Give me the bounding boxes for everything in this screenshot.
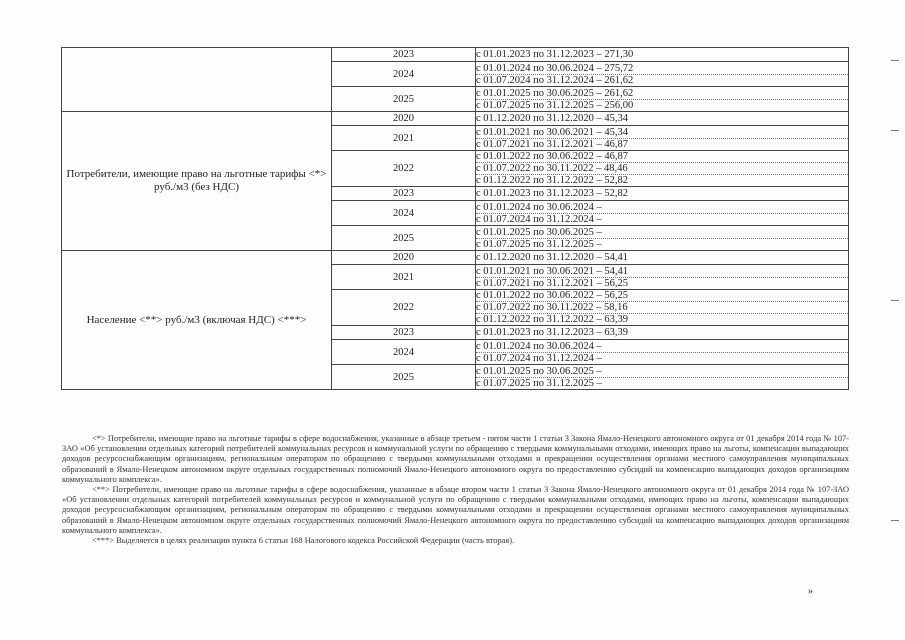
footnotes (62, 434, 849, 546)
tariff-period-cell (476, 126, 849, 151)
consumer-category-cell: Население <**> руб./м3 (включая НДС) <***> (62, 251, 332, 390)
scan-edge-mark (891, 520, 899, 521)
tariff-period-line: с 01.07.2024 по 31.12.2024 – (476, 352, 848, 364)
tariff-period-line: с 01.01.2023 по 31.12.2023 – 52,82 (476, 188, 629, 199)
tariff-period-cell (476, 201, 849, 226)
scan-edge-mark (891, 300, 899, 301)
year-cell: 2020 (332, 251, 476, 265)
tariff-period-line: с 01.12.2022 по 31.12.2022 – 63,39 (476, 313, 848, 325)
table-row (62, 112, 849, 126)
tariff-period-cell (476, 48, 849, 62)
tariff-period-line: с 01.01.2024 по 30.06.2024 – (476, 201, 602, 213)
tariff-period-cell (476, 187, 849, 201)
year-cell: 2025 (332, 226, 476, 251)
year-cell: 2025 (332, 87, 476, 112)
consumer-category-cell: Потребители, имеющие право на льготные тарифы <*> руб./м3 (без НДС) (62, 112, 332, 251)
tariff-period-line: с 01.07.2022 по 30.11.2022 – 58,16 (476, 301, 848, 313)
year-cell: 2020 (332, 112, 476, 126)
tariff-period-line: с 01.01.2025 по 30.06.2025 – (476, 365, 602, 377)
year-cell: 2022 (332, 151, 476, 187)
tariff-period-line: с 01.01.2025 по 30.06.2025 – 261,62 (476, 87, 634, 99)
tariff-period-line: с 01.01.2022 по 30.06.2022 – 56,25 (476, 290, 629, 301)
tariff-period-line: с 01.07.2025 по 31.12.2025 – 256,00 (476, 99, 848, 111)
tariff-period-cell (476, 87, 849, 112)
tariff-period-line: с 01.07.2024 по 31.12.2024 – (476, 213, 848, 225)
footnote-3: <***> Выделяется в целях реализации пункта 6 статьи 168 Налогового кодекса Российской Федерации (часть вторая). (92, 536, 515, 546)
tariff-period-line: с 01.07.2022 по 30.11.2022 – 48,46 (476, 162, 848, 174)
year-cell: 2024 (332, 62, 476, 87)
tariff-period-cell (476, 251, 849, 265)
tariff-period-cell (476, 365, 849, 390)
year-cell: 2024 (332, 201, 476, 226)
tariff-period-line: с 01.07.2025 по 31.12.2025 – (476, 377, 848, 389)
tariff-table (61, 47, 849, 390)
year-cell: 2023 (332, 326, 476, 340)
tariff-period-line: с 01.12.2022 по 31.12.2022 – 52,82 (476, 174, 848, 186)
tariff-period-line: с 01.12.2020 по 31.12.2020 – 54,41 (476, 252, 629, 263)
tariff-period-line: с 01.07.2025 по 31.12.2025 – (476, 238, 848, 250)
year-cell: 2025 (332, 365, 476, 390)
tariff-period-line: с 01.07.2021 по 31.12.2021 – 46,87 (476, 138, 848, 150)
year-cell: 2021 (332, 126, 476, 151)
tariff-period-line: с 01.01.2024 по 30.06.2024 – (476, 340, 602, 352)
tariff-period-cell (476, 265, 849, 290)
table-row (62, 48, 849, 62)
tariff-period-line: с 01.01.2024 по 30.06.2024 – 275,72 (476, 62, 634, 74)
tariff-period-cell (476, 226, 849, 251)
tariff-period-line: с 01.01.2022 по 30.06.2022 – 46,87 (476, 151, 629, 162)
footnote-1: <*> Потребители, имеющие право на льготные тарифы в сфере водоснабжения, указанные в абзаце третьем - пятом части 1 статьи 3 Закона Ямало-Ненецкого автономного округа от 01 декабря 2014 года № 107-ЗАО «Об установлении отдельных категорий потребителей коммунальных ресурсов и коммунальной услуги по обращению с твердыми коммунальными отходами, имеющих право на льготы, компенсации выпадающих доходов ресурсоснабжающим организациям, региональным операторам по обращению с твердыми коммунальными отходами и прекращении осуществления органами местного самоуправления муниципальных образований в Ямало-Ненецком автономном округе отдельных государственных полномочий Ямало-Ненецкого автономного округа по предоставлению субсидий на компенсацию выпадающих доходов организациям коммунального комплекса». (62, 434, 849, 484)
tariff-period-line: с 01.01.2021 по 30.06.2021 – 45,34 (476, 126, 629, 138)
tariff-period-cell (476, 151, 849, 187)
tariff-period-cell (476, 112, 849, 126)
tariff-period-cell (476, 326, 849, 340)
tariff-period-cell (476, 340, 849, 365)
table-row (62, 251, 849, 265)
tariff-period-line: с 01.01.2023 по 31.12.2023 – 63,39 (476, 327, 629, 338)
scan-edge-mark (891, 130, 899, 131)
tariff-period-line: с 01.01.2021 по 30.06.2021 – 54,41 (476, 265, 629, 277)
page-mark: » (808, 586, 813, 597)
tariff-period-cell (476, 62, 849, 87)
tariff-period-line: с 01.01.2023 по 31.12.2023 – 271,30 (476, 49, 634, 60)
year-cell: 2022 (332, 290, 476, 326)
year-cell: 2023 (332, 48, 476, 62)
footnote-2: <**> Потребители, имеющие право на льготные тарифы в сфере водоснабжения, указанные в абзаце втором части 1 статьи 3 Закона Ямало-Ненецкого автономного округа от 01 декабря 2014 года № 107-ЗАО «Об установлении отдельных категорий потребителей коммунальных ресурсов и коммунальной услуги по обращению с твердыми коммунальными отходами, имеющих право на льготы, компенсации выпадающих доходов ресурсоснабжающим организациям, региональным операторам по обращению с твердыми коммунальными отходами и прекращении осуществления органами местного самоуправления муниципальных образований в Ямало-Ненецком автономном округе отдельных государственных полномочий Ямало-Ненецкого автономного округа по предоставлению субсидий на компенсацию выпадающих доходов организациям коммунального комплекса». (62, 485, 849, 535)
year-cell: 2021 (332, 265, 476, 290)
tariff-period-line: с 01.01.2025 по 30.06.2025 – (476, 226, 602, 238)
tariff-period-line: с 01.07.2021 по 31.12.2021 – 56,25 (476, 277, 848, 289)
year-cell: 2023 (332, 187, 476, 201)
consumer-category-cell (62, 48, 332, 112)
scan-edge-mark (891, 60, 899, 61)
tariff-period-cell (476, 290, 849, 326)
tariff-period-line: с 01.07.2024 по 31.12.2024 – 261,62 (476, 74, 848, 86)
year-cell: 2024 (332, 340, 476, 365)
tariff-period-line: с 01.12.2020 по 31.12.2020 – 45,34 (476, 113, 629, 124)
